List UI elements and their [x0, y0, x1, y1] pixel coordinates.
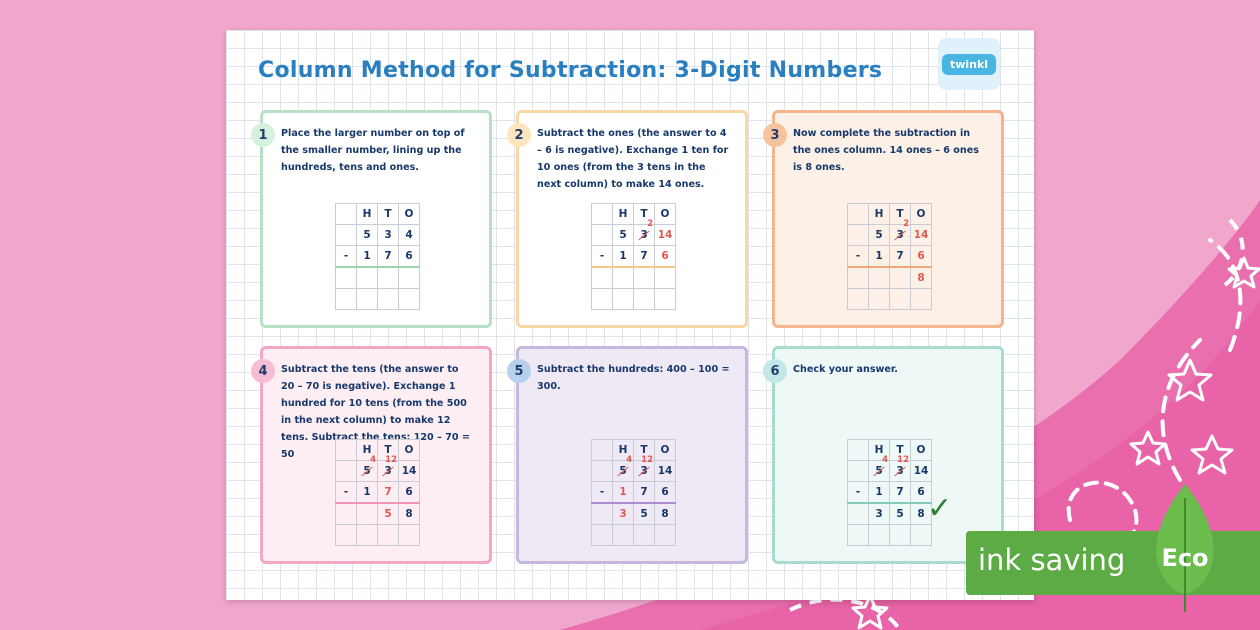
digit-tens-crossed: [890, 455, 911, 482]
grid-cell: [634, 289, 655, 310]
grid-cell: [613, 289, 634, 310]
digit-tens: 3: [640, 229, 648, 241]
header-t: T: [634, 204, 655, 225]
digit-hundreds: 1: [357, 482, 378, 504]
digit-hundreds: 5: [363, 465, 371, 477]
minus-sign: -: [336, 482, 357, 504]
answer-hundreds: 3: [869, 503, 890, 525]
minus-sign: -: [848, 482, 869, 504]
digit-hundreds: 1: [357, 246, 378, 268]
digit-tens: 3: [896, 465, 904, 477]
digit-hundreds-crossed: [357, 455, 378, 482]
digit-hundreds: 1: [613, 482, 634, 504]
step-instruction: Now complete the subtraction in the ones column. 14 ones – 6 ones is 8 ones.: [793, 128, 979, 173]
grid-cell: [848, 225, 869, 246]
digit-tens: 7: [634, 482, 655, 504]
header-h: H: [869, 204, 890, 225]
step-card-4: [260, 346, 492, 564]
carry-tens: 2: [903, 219, 909, 229]
minus-sign: -: [848, 246, 869, 268]
worksheet-title: Column Method for Subtraction: 3-Digit Numbers: [258, 58, 883, 83]
grid-cell: [869, 525, 890, 546]
grid-cell: [655, 289, 676, 310]
header-t: T: [634, 440, 655, 461]
digit-ones: 6: [911, 482, 932, 504]
grid-cell: [592, 525, 613, 546]
header-o: O: [911, 204, 932, 225]
grid-cell: [848, 461, 869, 482]
header-o: O: [655, 440, 676, 461]
answer-hundreds: 3: [613, 503, 634, 525]
grid-cell: [336, 503, 357, 525]
grid-cell: [911, 525, 932, 546]
digit-tens-crossed: [634, 455, 655, 482]
twinkl-logo: [938, 38, 1000, 90]
grid-cell: [911, 289, 932, 310]
step-card-3: [772, 110, 1004, 328]
digit-tens: 7: [890, 246, 911, 268]
grid-cell: [592, 503, 613, 525]
carry-tens: 12: [897, 455, 909, 465]
grid-cell: [848, 267, 869, 289]
answer-tens: [890, 267, 911, 289]
minus-sign: -: [336, 246, 357, 268]
step-instruction: Subtract the ones (the answer to 4 – 6 is negative). Exchange 1 ten for 10 ones (from the 3 tens in the next column) to make 14 ones.: [537, 128, 729, 190]
header-h: H: [869, 440, 890, 461]
grid-cell: [613, 525, 634, 546]
answer-ones: 8: [911, 503, 932, 525]
step-card-2: [516, 110, 748, 328]
grid-cell: [890, 289, 911, 310]
grid-cell: [848, 204, 869, 225]
answer-tens: 5: [634, 503, 655, 525]
digit-ones: 14: [911, 461, 932, 482]
digit-tens: 3: [384, 465, 392, 477]
hto-grid: [847, 203, 932, 310]
minus-sign: -: [592, 246, 613, 268]
digit-ones: 6: [655, 482, 676, 504]
step-instruction: Check your answer.: [793, 364, 898, 375]
grid-cell: [869, 289, 890, 310]
logo-text: twinkl: [942, 54, 996, 75]
digit-hundreds: 1: [613, 246, 634, 268]
digit-ones: 6: [911, 246, 932, 268]
digit-tens-crossed: [890, 219, 911, 246]
step-number-badge: 6: [763, 359, 787, 383]
digit-hundreds: 5: [619, 465, 627, 477]
digit-hundreds: 5: [613, 225, 634, 246]
step-number-badge: 4: [251, 359, 275, 383]
grid-cell: [336, 440, 357, 461]
digit-hundreds-crossed: [613, 455, 634, 482]
grid-cell: [655, 525, 676, 546]
ones-exchanged: 14: [655, 225, 676, 246]
digit-ones: 6: [655, 246, 676, 268]
digit-tens: 7: [634, 246, 655, 268]
digit-hundreds: 5: [875, 465, 883, 477]
step-card-5: [516, 346, 748, 564]
step-number-badge: 5: [507, 359, 531, 383]
grid-cell: [592, 440, 613, 461]
answer-tens: [634, 267, 655, 289]
worksheet: [226, 30, 1034, 600]
step-instruction: Subtract the hundreds: 400 – 100 = 300.: [537, 364, 730, 392]
grid-cell: [592, 461, 613, 482]
hto-grid: [335, 203, 420, 310]
answer-tens: 5: [890, 503, 911, 525]
digit-hundreds: 5: [357, 225, 378, 246]
grid-cell: [357, 289, 378, 310]
digit-hundreds-crossed: [869, 455, 890, 482]
header-h: H: [613, 204, 634, 225]
grid-cell: [592, 289, 613, 310]
eco-label: Eco: [1161, 544, 1209, 572]
answer-hundreds: [357, 503, 378, 525]
grid-cell: [399, 289, 420, 310]
header-o: O: [911, 440, 932, 461]
grid-cell: [357, 525, 378, 546]
step-number-badge: 2: [507, 123, 531, 147]
hto-grid: [591, 439, 676, 546]
step-instruction: Subtract the tens (the answer to 20 – 70 is negative). Exchange 1 hundred for 10 tens (from the 500 in the next column) to make 12 tens. Subtract the tens: 120 – 70 = 50: [281, 364, 470, 460]
grid-cell: [848, 503, 869, 525]
minus-sign: -: [592, 482, 613, 504]
grid-cell: [336, 289, 357, 310]
header-o: O: [399, 440, 420, 461]
carry-tens: 12: [641, 455, 653, 465]
carry-hundreds: 4: [882, 455, 888, 465]
step-card-1: [260, 110, 492, 328]
answer-ones: [399, 267, 420, 289]
carry-hundreds: 4: [626, 455, 632, 465]
ones-exchanged: 14: [911, 225, 932, 246]
digit-hundreds: 1: [869, 246, 890, 268]
answer-hundreds: [869, 267, 890, 289]
step-number-badge: 1: [251, 123, 275, 147]
carry-hundreds: 4: [370, 455, 376, 465]
header-h: H: [357, 440, 378, 461]
digit-ones: 14: [399, 461, 420, 482]
hto-grid: [847, 439, 932, 546]
checkmark-icon: ✓: [927, 491, 953, 526]
grid-cell: [336, 204, 357, 225]
grid-cell: [336, 525, 357, 546]
step-number-badge: 3: [763, 123, 787, 147]
grid-cell: [378, 525, 399, 546]
answer-tens: [378, 267, 399, 289]
grid-cell: [848, 525, 869, 546]
grid-cell: [399, 525, 420, 546]
header-h: H: [357, 204, 378, 225]
step-instruction: Place the larger number on top of the smaller number, lining up the hundreds, tens and ones.: [281, 128, 465, 173]
header-o: O: [655, 204, 676, 225]
grid-cell: [336, 461, 357, 482]
digit-tens: 3: [896, 229, 904, 241]
answer-ones: 8: [911, 267, 932, 289]
header-o: O: [399, 204, 420, 225]
header-t: T: [890, 204, 911, 225]
digit-hundreds: 5: [869, 225, 890, 246]
answer-hundreds: [357, 267, 378, 289]
grid-cell: [848, 440, 869, 461]
carry-tens: 12: [385, 455, 397, 465]
digit-ones: 6: [399, 246, 420, 268]
digit-ones: 4: [399, 225, 420, 246]
grid-cell: [592, 204, 613, 225]
grid-cell: [592, 225, 613, 246]
grid-cell: [890, 525, 911, 546]
answer-ones: [655, 267, 676, 289]
answer-ones: 8: [399, 503, 420, 525]
hto-grid: [335, 439, 420, 546]
header-t: T: [378, 204, 399, 225]
digit-tens-crossed: [634, 219, 655, 246]
carry-tens: 2: [647, 219, 653, 229]
grid-cell: [848, 289, 869, 310]
grid-cell: [336, 267, 357, 289]
digit-hundreds: 1: [869, 482, 890, 504]
digit-tens: 7: [378, 482, 399, 504]
grid-cell: [592, 267, 613, 289]
digit-ones: 6: [399, 482, 420, 504]
digit-tens: 3: [378, 225, 399, 246]
ink-saving-label: ink saving: [978, 543, 1126, 577]
header-t: T: [890, 440, 911, 461]
grid-cell: [336, 225, 357, 246]
grid-cell: [634, 525, 655, 546]
hto-grid: [591, 203, 676, 310]
answer-ones: 8: [655, 503, 676, 525]
digit-tens-crossed: [378, 455, 399, 482]
answer-hundreds: [613, 267, 634, 289]
digit-tens: 3: [640, 465, 648, 477]
answer-tens: 5: [378, 503, 399, 525]
header-h: H: [613, 440, 634, 461]
grid-cell: [378, 289, 399, 310]
header-t: T: [378, 440, 399, 461]
digit-tens: 7: [890, 482, 911, 504]
digit-tens: 7: [378, 246, 399, 268]
digit-ones: 14: [655, 461, 676, 482]
